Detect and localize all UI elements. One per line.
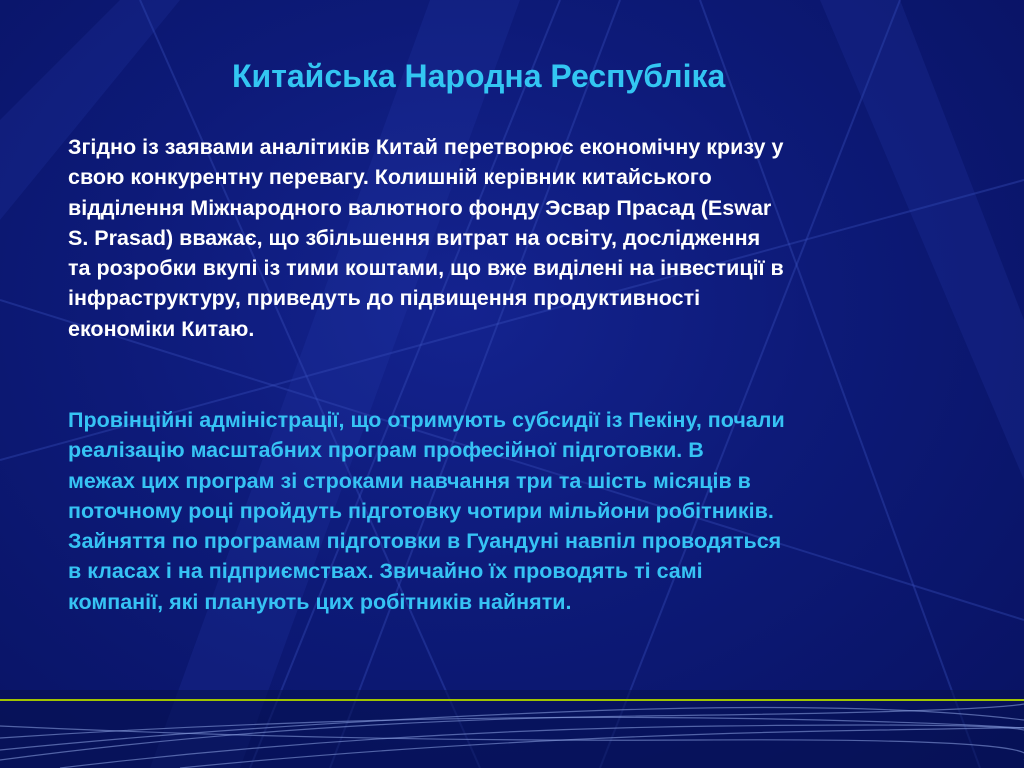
paragraph-line: реалізацію масштабних програм професійної підготовки. В [68, 438, 704, 463]
paragraph-analysts-opinion [68, 132, 1018, 344]
paragraph-line: поточному році пройдуть підготовку чотири мільйони робітників. [68, 498, 774, 523]
paragraph-line: економіки Китаю. [68, 316, 255, 341]
paragraph-line: інфраструктуру, приведуть до підвищення продуктивності [68, 286, 701, 311]
paragraph-line: відділення Міжнародного валютного фонду Эсвар Прасад (Eswar [68, 195, 772, 220]
paragraph-line: межах цих програм зі строками навчання три та шість місяців в [68, 468, 751, 493]
paragraph-line: компанії, які планують цих робітників найняти. [68, 589, 572, 614]
paragraph-line: Згідно із заявами аналітиків Китай перетворює економічну кризу у [68, 135, 784, 159]
paragraph-line: Провінційні адміністрації, що отримують субсидії із Пекіну, почали [68, 408, 785, 432]
paragraph-line: в класах і на підприємствах. Звичайно їх проводять ті самі [68, 559, 703, 584]
paragraph-line: свою конкурентну перевагу. Колишній керівник китайського [68, 165, 712, 190]
bottom-decoration [0, 690, 1024, 768]
slide-title: Китайська Народна Республіка [232, 58, 726, 94]
paragraph-line: S. Prasad) вважає, що збільшення витрат на освіту, дослідження [68, 225, 761, 250]
paragraph-line: Зайняття по програмам підготовки в Гуандуні навпіл проводяться [68, 529, 782, 554]
paragraph-training-programs [68, 405, 1018, 617]
paragraph-line: та розробки вкупі із тими коштами, що вже виділені на інвестиції в [68, 256, 784, 281]
